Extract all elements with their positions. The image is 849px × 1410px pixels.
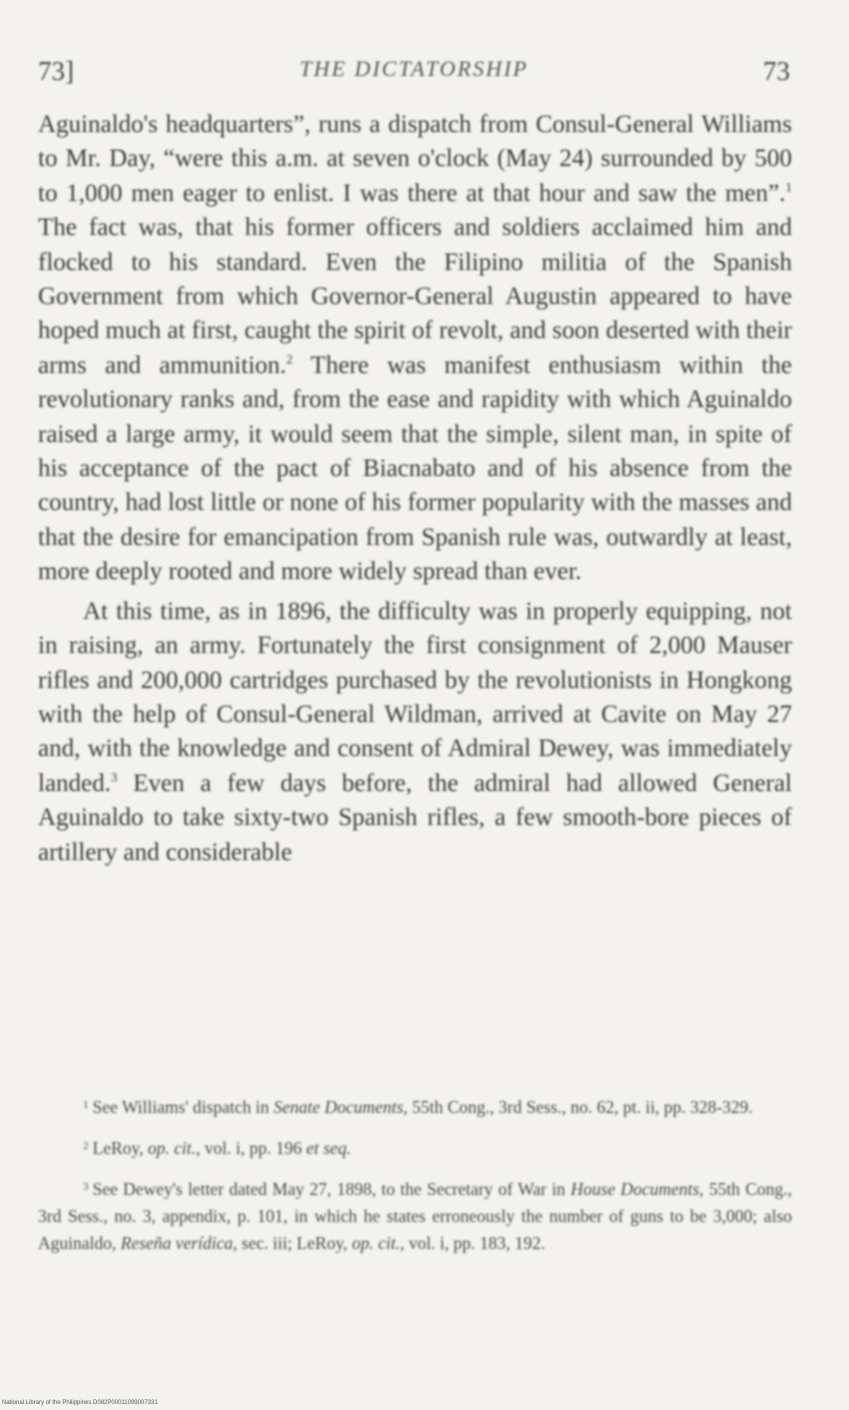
footnote-1-source: Senate Documents <box>273 1097 404 1117</box>
paragraph-2-part-2: Even a few days before, the admiral had allowed General Aguinaldo to take sixty-two Spanish rifles, a few smooth-bore pieces of artillery and considerable <box>38 769 792 866</box>
footnote-3-source: House Documents <box>570 1179 700 1199</box>
paragraph-1-part-1: Aguinaldo's headquarters”, runs a dispatch from Consul-General Williams to Mr. Day, “were this a.m. at seven o'clock (May 24) surrounded by 500 to 1,000 men eager to enlist. I was there at that hour and saw the men”. <box>38 111 792 207</box>
footnote-3-citation-3: , vol. i, pp. 183, 192. <box>399 1233 546 1253</box>
footnote-mark-1: 1 <box>83 1099 89 1111</box>
footnote-2-citation: , vol. i, pp. 196 <box>195 1138 307 1158</box>
paragraph-1 <box>38 108 792 590</box>
footnote-3 <box>38 1174 792 1257</box>
header-folio-left: 73] <box>38 56 74 86</box>
footnote-1-text: See Williams' dispatch in <box>92 1097 274 1117</box>
footnote-3-citation-2: , sec. iii; LeRoy, <box>232 1233 352 1253</box>
footnote-3-citation: , 55th Cong., 3rd Sess., no. 3, appendix, p. 101, in which he states erroneously the number of guns to be 3,000; also Aguinaldo, <box>38 1179 792 1253</box>
footnote-1 <box>38 1092 792 1121</box>
footnote-3-text: See Dewey's letter dated May 27, 1898, to the Secretary of War in <box>92 1179 571 1199</box>
paragraph-1-part-2: The fact was, that his former officers and soldiers acclaimed him and flocked to his standard. Even the Filipino militia of the Spanish Government from which Governor-General Augustin appeared to have hoped much at first, caught the spirit of revolt, and soon deserted with their arms and ammunition. <box>38 214 792 379</box>
running-title: THE DICTATORSHIP <box>299 56 529 81</box>
footnote-ref-3: 3 <box>110 769 118 785</box>
footnote-2-text: LeRoy, <box>92 1138 148 1158</box>
footnote-2 <box>38 1133 792 1162</box>
footnotes <box>38 1092 792 1269</box>
footnote-mark-3: 3 <box>83 1181 89 1193</box>
footnote-mark-2: 2 <box>83 1140 89 1152</box>
paragraph-1-part-3: There was manifest enthusiasm within the revolutionary ranks and, from the ease and rapidity with which Aguinaldo raised a large army, it would seem that the simple, silent man, in spite of his acceptance of the pact of Biacnabato and of his absence from the country, had lost little or none of his former popularity with the masses and that the desire for emancipation from Spanish rule was, outwardly at least, more deeply rooted and more widely spread than ever. <box>38 351 792 586</box>
footnote-2-seq: et seq. <box>306 1138 351 1158</box>
footnote-3-source-2: Reseña verídica <box>120 1233 233 1253</box>
running-header <box>38 56 790 96</box>
paragraph-2 <box>38 595 792 870</box>
page-number: 73 <box>763 56 790 86</box>
body-text <box>38 108 792 870</box>
footnote-3-source-3: op. cit. <box>351 1233 400 1253</box>
footnote-ref-1: 1 <box>785 179 792 195</box>
footnote-2-source: op. cit. <box>147 1138 196 1158</box>
paragraph-2-part-1: At this time, as in 1896, the difficulty was in properly equipping, not in raising, an army. Fortunately the first consignment of 2,000 Mauser rifles and 200,000 cartridges purchased by the revolutionists in Hongkong with the help of Consul-General Wildman, arrived at Cavite on May 27 and, with the knowledge and consent of Admiral Dewey, was immediately landed. <box>38 597 792 797</box>
footnote-ref-2: 2 <box>286 351 293 367</box>
library-scan-label: National Library of the Philippines D082P00011099007331 <box>2 1400 158 1406</box>
footnote-1-citation: , 55th Cong., 3rd Sess., no. 62, pt. ii, pp. 328-329. <box>403 1097 753 1117</box>
